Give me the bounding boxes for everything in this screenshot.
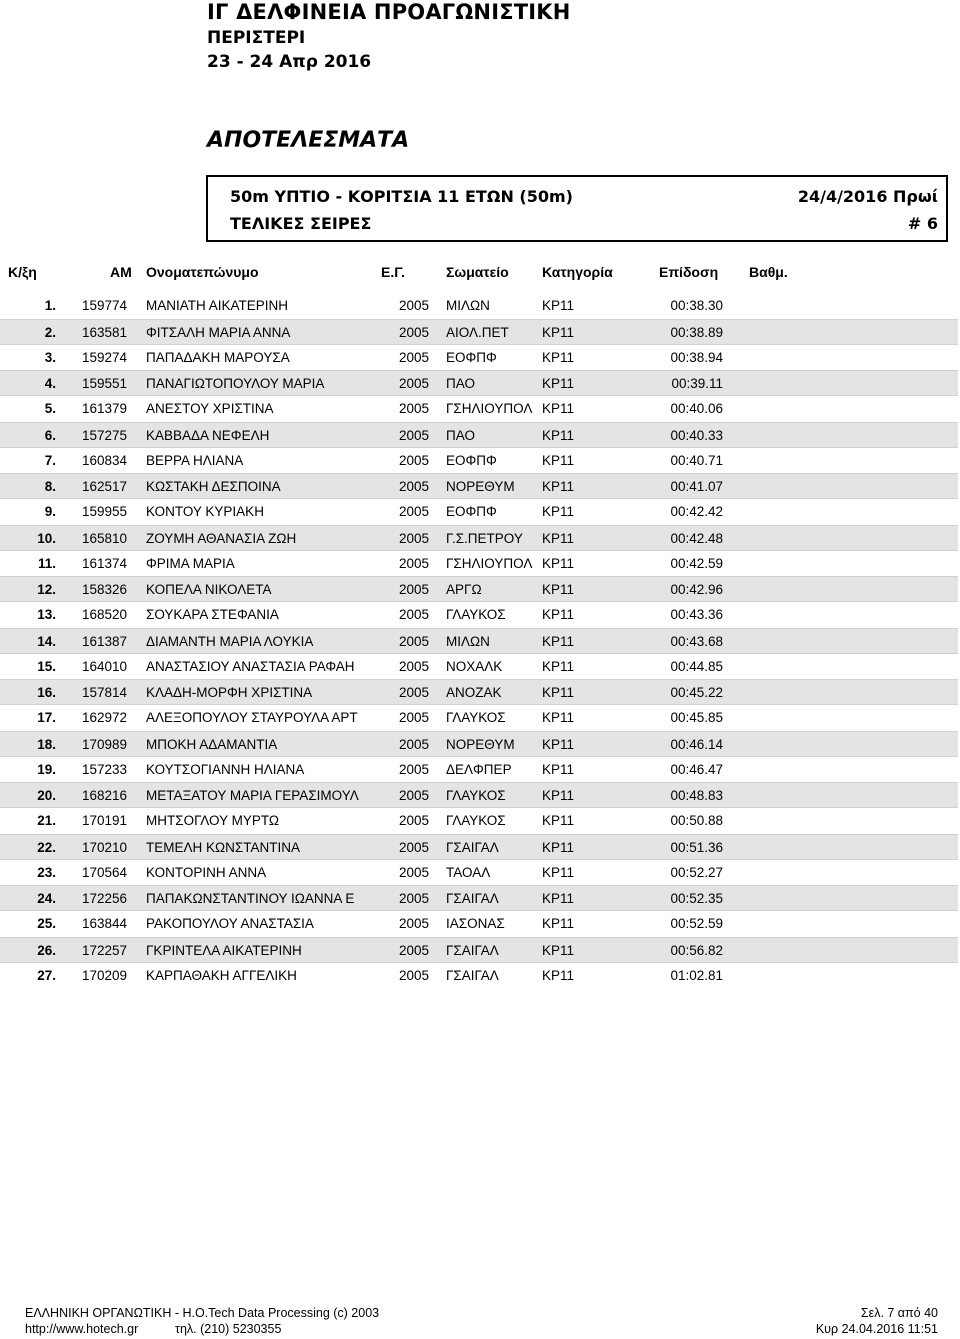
id-cell: 157814 bbox=[82, 685, 128, 701]
year-cell: 2005 bbox=[399, 967, 430, 983]
category-cell: ΚΡ11 bbox=[542, 864, 575, 880]
time-cell: 00:56.82 bbox=[670, 942, 723, 958]
name-cell: ΚΛΑΔΗ-ΜΟΡΦΗ ΧΡΙΣΤΙΝΑ bbox=[146, 685, 313, 701]
time-cell: 00:42.96 bbox=[670, 582, 723, 598]
club-cell: ΓΣΑΙΓΑΛ bbox=[446, 967, 499, 983]
category-cell: ΚΡ11 bbox=[542, 530, 575, 546]
table-row bbox=[0, 319, 958, 345]
col-head-id: AM bbox=[110, 264, 132, 280]
time-cell: 00:45.85 bbox=[670, 710, 723, 725]
club-cell: ΜΙΛΩΝ bbox=[446, 298, 490, 313]
id-cell: 170209 bbox=[82, 967, 128, 983]
id-cell: 168520 bbox=[82, 607, 128, 622]
id-cell: 159955 bbox=[82, 504, 128, 519]
club-cell: ΓΛΑΥΚΟΣ bbox=[446, 788, 506, 804]
id-cell: 172256 bbox=[82, 891, 128, 907]
name-cell: ΔΙΑΜΑΝΤΗ ΜΑΡΙΑ ΛΟΥΚΙΑ bbox=[146, 633, 314, 649]
club-cell: ΙΑΣΟΝΑΣ bbox=[446, 916, 505, 931]
year-cell: 2005 bbox=[399, 658, 430, 674]
rank-cell: 18. bbox=[37, 736, 56, 752]
event-box bbox=[206, 175, 948, 242]
year-cell: 2005 bbox=[399, 349, 430, 365]
time-cell: 00:44.85 bbox=[670, 658, 723, 674]
id-cell: 170191 bbox=[82, 813, 128, 828]
rank-cell: 14. bbox=[37, 633, 56, 649]
time-cell: 00:52.27 bbox=[670, 864, 723, 880]
year-cell: 2005 bbox=[399, 942, 430, 958]
name-cell: ΤΕΜΕΛΗ ΚΩΝΣΤΑΝΤΙΝΑ bbox=[146, 839, 300, 855]
footer-page: Σελ. 7 από 40 bbox=[860, 1306, 938, 1320]
category-cell: ΚΡ11 bbox=[542, 401, 575, 416]
name-cell: ΜΕΤΑΞΑΤΟΥ ΜΑΡΙΑ ΓΕΡΑΣΙΜΟΥΛ bbox=[146, 788, 359, 804]
category-cell: ΚΡ11 bbox=[542, 452, 575, 468]
category-cell: ΚΡ11 bbox=[542, 685, 575, 701]
table-row bbox=[0, 396, 958, 422]
category-cell: ΚΡ11 bbox=[542, 376, 575, 392]
col-head-year: Ε.Γ. bbox=[381, 264, 405, 280]
time-cell: 00:46.14 bbox=[670, 736, 723, 752]
year-cell: 2005 bbox=[399, 685, 430, 701]
category-cell: ΚΡ11 bbox=[542, 891, 575, 907]
id-cell: 161379 bbox=[82, 401, 128, 416]
col-head-rank: Κ/ξη bbox=[8, 264, 37, 280]
table-row bbox=[0, 654, 958, 680]
id-cell: 159774 bbox=[82, 298, 128, 313]
year-cell: 2005 bbox=[399, 452, 430, 468]
time-cell: 00:45.22 bbox=[670, 685, 723, 701]
name-cell: ΜΠΟΚΗ ΑΔΑΜΑΝΤΙΑ bbox=[146, 736, 278, 752]
time-cell: 00:43.36 bbox=[670, 607, 723, 622]
club-cell: ΝΟΧΑΛΚ bbox=[446, 658, 503, 674]
results-heading: ΑΠΟΤΕΛΕΣΜΑΤΑ bbox=[207, 128, 410, 153]
club-cell: ΑΡΓΩ bbox=[446, 582, 482, 598]
col-head-time: Επίδοση bbox=[659, 264, 719, 280]
id-cell: 161387 bbox=[82, 633, 128, 649]
name-cell: ΠΑΠΑΚΩΝΣΤΑΝΤΙΝΟΥ ΙΩΑΝΝΑ Ε bbox=[146, 891, 355, 907]
time-cell: 00:40.06 bbox=[670, 401, 723, 416]
id-cell: 160834 bbox=[82, 452, 128, 468]
rank-cell: 22. bbox=[37, 839, 56, 855]
rank-cell: 26. bbox=[37, 942, 56, 958]
category-cell: ΚΡ11 bbox=[542, 504, 575, 519]
club-cell: ΕΟΦΠΦ bbox=[446, 452, 497, 468]
time-cell: 00:48.83 bbox=[670, 788, 723, 804]
results-table bbox=[0, 293, 960, 988]
id-cell: 163581 bbox=[82, 324, 128, 340]
footer-printed: Κυρ 24.04.2016 11:51 bbox=[815, 1322, 938, 1336]
name-cell: ΒΕΡΡΑ ΗΛΙΑΝΑ bbox=[146, 452, 244, 468]
time-cell: 00:42.48 bbox=[670, 530, 723, 546]
name-cell: ΚΟΠΕΛΑ ΝΙΚΟΛΕΤΑ bbox=[146, 582, 272, 598]
table-row bbox=[0, 963, 958, 989]
name-cell: ΡΑΚΟΠΟΥΛΟΥ ΑΝΑΣΤΑΣΙΑ bbox=[146, 916, 314, 931]
table-row bbox=[0, 422, 958, 448]
category-cell: ΚΡ11 bbox=[542, 582, 575, 598]
club-cell: ΝΟΡΕΘΥΜ bbox=[446, 736, 515, 752]
rank-cell: 23. bbox=[37, 864, 56, 880]
club-cell: ΓΣΗΛΙΟΥΠΟΛ bbox=[446, 401, 533, 416]
table-row bbox=[0, 911, 958, 937]
club-cell: ΓΣΑΙΓΑΛ bbox=[446, 839, 499, 855]
club-cell: ΓΛΑΥΚΟΣ bbox=[446, 607, 506, 622]
id-cell: 158326 bbox=[82, 582, 128, 598]
name-cell: ΖΟΥΜΗ ΑΘΑΝΑΣΙΑ ΖΩΗ bbox=[146, 530, 297, 546]
category-cell: ΚΡ11 bbox=[542, 349, 575, 365]
id-cell: 162972 bbox=[82, 710, 128, 725]
category-cell: ΚΡ11 bbox=[542, 839, 575, 855]
category-cell: ΚΡ11 bbox=[542, 916, 575, 931]
time-cell: 00:52.35 bbox=[670, 891, 723, 907]
category-cell: ΚΡ11 bbox=[542, 967, 575, 983]
year-cell: 2005 bbox=[399, 633, 430, 649]
year-cell: 2005 bbox=[399, 736, 430, 752]
id-cell: 163844 bbox=[82, 916, 128, 931]
name-cell: ΦΙΤΣΑΛΗ ΜΑΡΙΑ ΑΝΝΑ bbox=[146, 324, 291, 340]
rank-cell: 1. bbox=[44, 298, 56, 313]
rank-cell: 25. bbox=[37, 916, 56, 931]
name-cell: ΚΑΒΒΑΔΑ ΝΕΦΕΛΗ bbox=[146, 427, 270, 443]
category-cell: ΚΡ11 bbox=[542, 788, 575, 804]
club-cell: ΓΣΑΙΓΑΛ bbox=[446, 942, 499, 958]
category-cell: ΚΡ11 bbox=[542, 942, 575, 958]
table-row bbox=[0, 757, 958, 783]
club-cell: ΓΛΑΥΚΟΣ bbox=[446, 813, 506, 828]
year-cell: 2005 bbox=[399, 607, 430, 622]
rank-cell: 13. bbox=[37, 607, 56, 622]
club-cell: ΤΑΟΑΛ bbox=[446, 864, 491, 880]
meet-venue: ΠΕΡΙΣΤΕΡΙ bbox=[207, 28, 306, 48]
id-cell: 172257 bbox=[82, 942, 128, 958]
rank-cell: 4. bbox=[44, 376, 56, 392]
rank-cell: 5. bbox=[44, 401, 56, 416]
rank-cell: 8. bbox=[44, 479, 56, 495]
footer-org: ΕΛΛΗΝΙΚΗ ΟΡΓΑΝΩΤΙΚΗ - Η.Ο.Tech Data Processing (c) 2003 bbox=[25, 1306, 380, 1320]
table-row bbox=[0, 937, 958, 963]
year-cell: 2005 bbox=[399, 324, 430, 340]
year-cell: 2005 bbox=[399, 530, 430, 546]
id-cell: 170210 bbox=[82, 839, 128, 855]
table-row bbox=[0, 525, 958, 551]
club-cell: ΓΛΑΥΚΟΣ bbox=[446, 710, 506, 725]
year-cell: 2005 bbox=[399, 864, 430, 880]
time-cell: 00:46.47 bbox=[670, 761, 723, 777]
club-cell: ΜΙΛΩΝ bbox=[446, 633, 490, 649]
table-row bbox=[0, 679, 958, 705]
event-name: 50m ΥΠΤΙΟ - ΚΟΡΙΤΣΙΑ 11 ΕΤΩΝ (50m) bbox=[230, 187, 573, 206]
name-cell: ΠΑΝΑΓΙΩΤΟΠΟΥΛΟΥ ΜΑΡΙΑ bbox=[146, 376, 325, 392]
id-cell: 157275 bbox=[82, 427, 128, 443]
name-cell: ΠΑΠΑΔΑΚΗ ΜΑΡΟΥΣΑ bbox=[146, 349, 290, 365]
year-cell: 2005 bbox=[399, 555, 430, 571]
event-phase: ΤΕΛΙΚΕΣ ΣΕΙΡΕΣ bbox=[230, 214, 372, 233]
time-cell: 00:39.11 bbox=[671, 376, 723, 392]
rank-cell: 19. bbox=[37, 761, 56, 777]
year-cell: 2005 bbox=[399, 401, 430, 416]
category-cell: ΚΡ11 bbox=[542, 479, 575, 495]
time-cell: 00:40.33 bbox=[670, 427, 723, 443]
id-cell: 162517 bbox=[82, 479, 128, 495]
table-row bbox=[0, 370, 958, 396]
name-cell: ΑΝΕΣΤΟΥ ΧΡΙΣΤΙΝΑ bbox=[146, 401, 274, 416]
category-cell: ΚΡ11 bbox=[542, 633, 575, 649]
year-cell: 2005 bbox=[399, 891, 430, 907]
footer-url[interactable]: http://www.hotech.gr bbox=[25, 1322, 139, 1336]
year-cell: 2005 bbox=[399, 710, 430, 725]
id-cell: 161374 bbox=[82, 555, 128, 571]
rank-cell: 21. bbox=[37, 813, 56, 828]
name-cell: ΜΑΝΙΑΤΗ ΑΙΚΑΤΕΡΙΝΗ bbox=[146, 298, 289, 313]
club-cell: ΠΑΟ bbox=[446, 376, 475, 392]
rank-cell: 7. bbox=[44, 452, 56, 468]
club-cell: ΔΕΛΦΠΕΡ bbox=[446, 761, 512, 777]
year-cell: 2005 bbox=[399, 582, 430, 598]
name-cell: ΜΗΤΣΟΓΛΟΥ ΜΥΡΤΩ bbox=[146, 813, 279, 828]
meet-dates: 23 - 24 Απρ 2016 bbox=[207, 52, 372, 72]
rank-cell: 9. bbox=[44, 504, 56, 519]
event-number: # 6 bbox=[907, 214, 938, 233]
table-row bbox=[0, 576, 958, 602]
col-head-name: Ονοματεπώνυμο bbox=[146, 264, 259, 280]
rank-cell: 3. bbox=[44, 349, 56, 365]
name-cell: ΚΩΣΤΑΚΗ ΔΕΣΠΟΙΝΑ bbox=[146, 479, 281, 495]
rank-cell: 6. bbox=[44, 427, 56, 443]
name-cell: ΓΚΡΙΝΤΕΛΑ ΑΙΚΑΤΕΡΙΝΗ bbox=[146, 942, 302, 958]
rank-cell: 24. bbox=[37, 891, 56, 907]
rank-cell: 17. bbox=[37, 710, 56, 725]
time-cell: 00:42.42 bbox=[670, 504, 723, 519]
year-cell: 2005 bbox=[399, 504, 430, 519]
table-row bbox=[0, 551, 958, 577]
rank-cell: 12. bbox=[37, 582, 56, 598]
id-cell: 165810 bbox=[82, 530, 128, 546]
name-cell: ΣΟΥΚΑΡΑ ΣΤΕΦΑΝΙΑ bbox=[146, 607, 279, 622]
club-cell: ΠΑΟ bbox=[446, 427, 475, 443]
club-cell: ΑΝΟΖΑΚ bbox=[446, 685, 502, 701]
name-cell: ΚΟΥΤΣΟΓΙΑΝΝΗ ΗΛΙΑΝΑ bbox=[146, 761, 305, 777]
col-head-club: Σωματείο bbox=[446, 264, 509, 280]
table-row bbox=[0, 782, 958, 808]
id-cell: 170564 bbox=[82, 864, 128, 880]
table-row bbox=[0, 834, 958, 860]
name-cell: ΚΑΡΠΑΘΑΚΗ ΑΓΓΕΛΙΚΗ bbox=[146, 967, 297, 983]
table-row bbox=[0, 602, 958, 628]
time-cell: 00:38.89 bbox=[670, 324, 723, 340]
category-cell: ΚΡ11 bbox=[542, 761, 575, 777]
rank-cell: 11. bbox=[37, 555, 56, 571]
footer-phone: τηλ. (210) 5230355 bbox=[175, 1322, 282, 1336]
table-row bbox=[0, 808, 958, 834]
rank-cell: 10. bbox=[37, 530, 56, 546]
category-cell: ΚΡ11 bbox=[542, 324, 575, 340]
id-cell: 168216 bbox=[82, 788, 128, 804]
table-row bbox=[0, 499, 958, 525]
id-cell: 157233 bbox=[82, 761, 128, 777]
year-cell: 2005 bbox=[399, 788, 430, 804]
rank-cell: 2. bbox=[44, 324, 56, 340]
club-cell: ΓΣΗΛΙΟΥΠΟΛ bbox=[446, 555, 533, 571]
category-cell: ΚΡ11 bbox=[542, 736, 575, 752]
time-cell: 00:41.07 bbox=[670, 479, 723, 495]
category-cell: ΚΡ11 bbox=[542, 710, 575, 725]
table-row bbox=[0, 885, 958, 911]
category-cell: ΚΡ11 bbox=[542, 813, 575, 828]
id-cell: 159274 bbox=[82, 349, 128, 365]
rank-cell: 20. bbox=[37, 788, 56, 804]
club-cell: ΑΙΟΛ.ΠΕΤ bbox=[446, 324, 509, 340]
category-cell: ΚΡ11 bbox=[542, 555, 575, 571]
category-cell: ΚΡ11 bbox=[542, 607, 575, 622]
category-cell: ΚΡ11 bbox=[542, 298, 575, 313]
club-cell: ΓΣΑΙΓΑΛ bbox=[446, 891, 499, 907]
year-cell: 2005 bbox=[399, 761, 430, 777]
year-cell: 2005 bbox=[399, 376, 430, 392]
col-head-points: Βαθμ. bbox=[749, 264, 788, 280]
table-row bbox=[0, 293, 958, 319]
name-cell: ΚΟΝΤΟΡΙΝΗ ΑΝΝΑ bbox=[146, 864, 267, 880]
name-cell: ΚΟΝΤΟΥ ΚΥΡΙΑΚΗ bbox=[146, 504, 264, 519]
event-date: 24/4/2016 Πρωί bbox=[797, 187, 938, 206]
year-cell: 2005 bbox=[399, 298, 430, 313]
meet-title: ΙΓ ΔΕΛΦΙΝΕΙΑ ΠΡΟΑΓΩΝΙΣΤΙΚΗ bbox=[207, 0, 571, 24]
time-cell: 00:38.94 bbox=[670, 349, 723, 365]
time-cell: 00:50.88 bbox=[670, 813, 723, 828]
club-cell: Γ.Σ.ΠΕΤΡΟΥ bbox=[446, 530, 523, 546]
rank-cell: 16. bbox=[37, 685, 56, 701]
rank-cell: 27. bbox=[37, 967, 56, 983]
category-cell: ΚΡ11 bbox=[542, 427, 575, 443]
id-cell: 170989 bbox=[82, 736, 128, 752]
name-cell: ΦΡΙΜΑ ΜΑΡΙΑ bbox=[146, 555, 235, 571]
year-cell: 2005 bbox=[399, 427, 430, 443]
table-row bbox=[0, 705, 958, 731]
club-cell: ΕΟΦΠΦ bbox=[446, 349, 497, 365]
club-cell: ΝΟΡΕΘΥΜ bbox=[446, 479, 515, 495]
year-cell: 2005 bbox=[399, 479, 430, 495]
table-row bbox=[0, 860, 958, 886]
time-cell: 01:02.81 bbox=[670, 967, 723, 983]
rank-cell: 15. bbox=[37, 658, 56, 674]
club-cell: ΕΟΦΠΦ bbox=[446, 504, 497, 519]
table-row bbox=[0, 448, 958, 474]
table-row bbox=[0, 731, 958, 757]
year-cell: 2005 bbox=[399, 839, 430, 855]
time-cell: 00:38.30 bbox=[670, 298, 723, 313]
time-cell: 00:51.36 bbox=[670, 839, 723, 855]
table-row bbox=[0, 628, 958, 654]
id-cell: 164010 bbox=[82, 658, 128, 674]
table-row bbox=[0, 473, 958, 499]
name-cell: ΑΝΑΣΤΑΣΙΟΥ ΑΝΑΣΤΑΣΙΑ ΡΑΦΑΗ bbox=[146, 658, 355, 674]
time-cell: 00:43.68 bbox=[670, 633, 723, 649]
col-head-category: Κατηγορία bbox=[542, 264, 613, 280]
time-cell: 00:42.59 bbox=[670, 555, 723, 571]
id-cell: 159551 bbox=[82, 376, 128, 392]
table-row bbox=[0, 345, 958, 371]
time-cell: 00:40.71 bbox=[670, 452, 723, 468]
year-cell: 2005 bbox=[399, 813, 430, 828]
time-cell: 00:52.59 bbox=[670, 916, 723, 931]
category-cell: ΚΡ11 bbox=[542, 658, 575, 674]
year-cell: 2005 bbox=[399, 916, 430, 931]
name-cell: ΑΛΕΞΟΠΟΥΛΟΥ ΣΤΑΥΡΟΥΛΑ ΑΡΤ bbox=[146, 710, 358, 725]
